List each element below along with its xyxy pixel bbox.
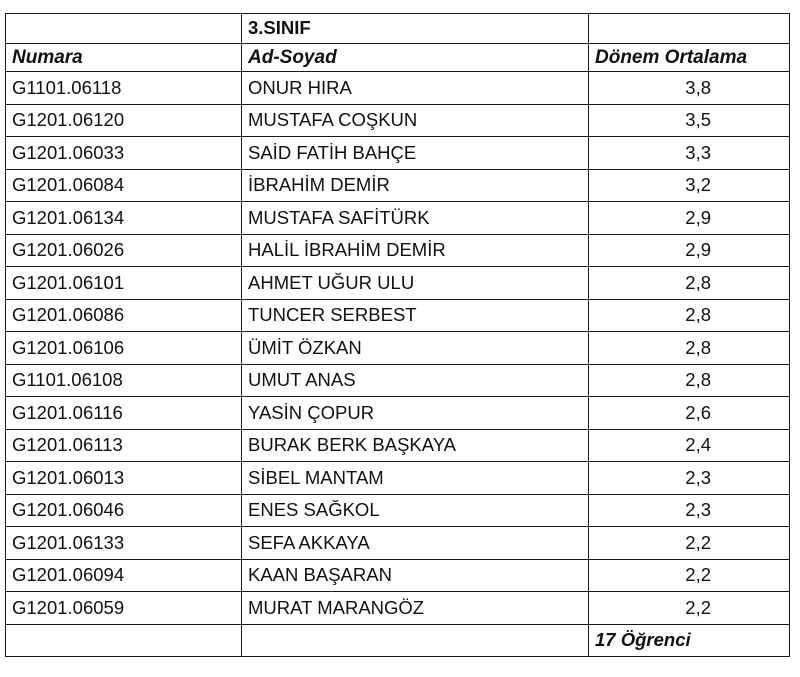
student-row: [6, 527, 790, 560]
student-number: G1101.06118: [6, 72, 242, 105]
student-row: [6, 299, 790, 332]
student-row: [6, 137, 790, 170]
student-number: G1201.06094: [6, 559, 242, 592]
total-blank-cell: [242, 624, 589, 657]
student-average: 3,8: [589, 72, 790, 105]
student-row: [6, 72, 790, 105]
student-average: 3,3: [589, 137, 790, 170]
student-average: 3,2: [589, 169, 790, 202]
title-blank-cell: [6, 14, 242, 44]
student-average: 2,8: [589, 364, 790, 397]
student-average: 2,3: [589, 462, 790, 495]
student-row: [6, 429, 790, 462]
student-average: 2,9: [589, 234, 790, 267]
student-row: [6, 397, 790, 430]
header-row: [6, 44, 790, 72]
student-average: 2,8: [589, 299, 790, 332]
student-name: SEFA AKKAYA: [242, 527, 589, 560]
student-average: 3,5: [589, 104, 790, 137]
student-row: [6, 104, 790, 137]
student-name: İBRAHİM DEMİR: [242, 169, 589, 202]
student-name: AHMET UĞUR ULU: [242, 267, 589, 300]
student-average: 2,8: [589, 267, 790, 300]
student-name: HALİL İBRAHİM DEMİR: [242, 234, 589, 267]
student-row: [6, 364, 790, 397]
student-row: [6, 202, 790, 235]
student-row: [6, 559, 790, 592]
student-number: G1201.06059: [6, 592, 242, 625]
student-number: G1201.06120: [6, 104, 242, 137]
student-number: G1201.06013: [6, 462, 242, 495]
student-name: YASİN ÇOPUR: [242, 397, 589, 430]
student-average: 2,9: [589, 202, 790, 235]
student-total: 17 Öğrenci: [589, 624, 790, 657]
header-average: Dönem Ortalama: [589, 44, 790, 72]
student-name: MUSTAFA SAFİTÜRK: [242, 202, 589, 235]
student-number: G1201.06113: [6, 429, 242, 462]
student-average: 2,8: [589, 332, 790, 365]
student-number: G1201.06134: [6, 202, 242, 235]
student-row: [6, 234, 790, 267]
student-name: MURAT MARANGÖZ: [242, 592, 589, 625]
student-average: 2,3: [589, 494, 790, 527]
total-row: [6, 624, 790, 657]
student-number: G1201.06084: [6, 169, 242, 202]
grades-table: [5, 13, 790, 657]
total-blank-cell: [6, 624, 242, 657]
student-row: [6, 592, 790, 625]
student-number: G1201.06101: [6, 267, 242, 300]
student-number: G1201.06046: [6, 494, 242, 527]
student-number: G1201.06026: [6, 234, 242, 267]
student-row: [6, 267, 790, 300]
student-average: 2,4: [589, 429, 790, 462]
student-number: G1201.06116: [6, 397, 242, 430]
student-name: MUSTAFA COŞKUN: [242, 104, 589, 137]
student-number: G1201.06086: [6, 299, 242, 332]
student-name: UMUT ANAS: [242, 364, 589, 397]
student-average: 2,2: [589, 559, 790, 592]
student-number: G1201.06133: [6, 527, 242, 560]
student-name: SİBEL MANTAM: [242, 462, 589, 495]
class-title: 3.SINIF: [242, 14, 589, 44]
student-name: KAAN BAŞARAN: [242, 559, 589, 592]
student-number: G1201.06033: [6, 137, 242, 170]
student-name: ONUR HIRA: [242, 72, 589, 105]
header-name: Ad-Soyad: [242, 44, 589, 72]
student-name: SAİD FATİH BAHÇE: [242, 137, 589, 170]
student-row: [6, 332, 790, 365]
student-average: 2,2: [589, 592, 790, 625]
student-name: ENES SAĞKOL: [242, 494, 589, 527]
student-number: G1101.06108: [6, 364, 242, 397]
student-row: [6, 462, 790, 495]
student-row: [6, 494, 790, 527]
student-name: TUNCER SERBEST: [242, 299, 589, 332]
title-row: [6, 14, 790, 44]
student-average: 2,2: [589, 527, 790, 560]
header-number: Numara: [6, 44, 242, 72]
title-blank-cell: [589, 14, 790, 44]
student-name: ÜMİT ÖZKAN: [242, 332, 589, 365]
student-number: G1201.06106: [6, 332, 242, 365]
student-average: 2,6: [589, 397, 790, 430]
student-name: BURAK BERK BAŞKAYA: [242, 429, 589, 462]
student-row: [6, 169, 790, 202]
